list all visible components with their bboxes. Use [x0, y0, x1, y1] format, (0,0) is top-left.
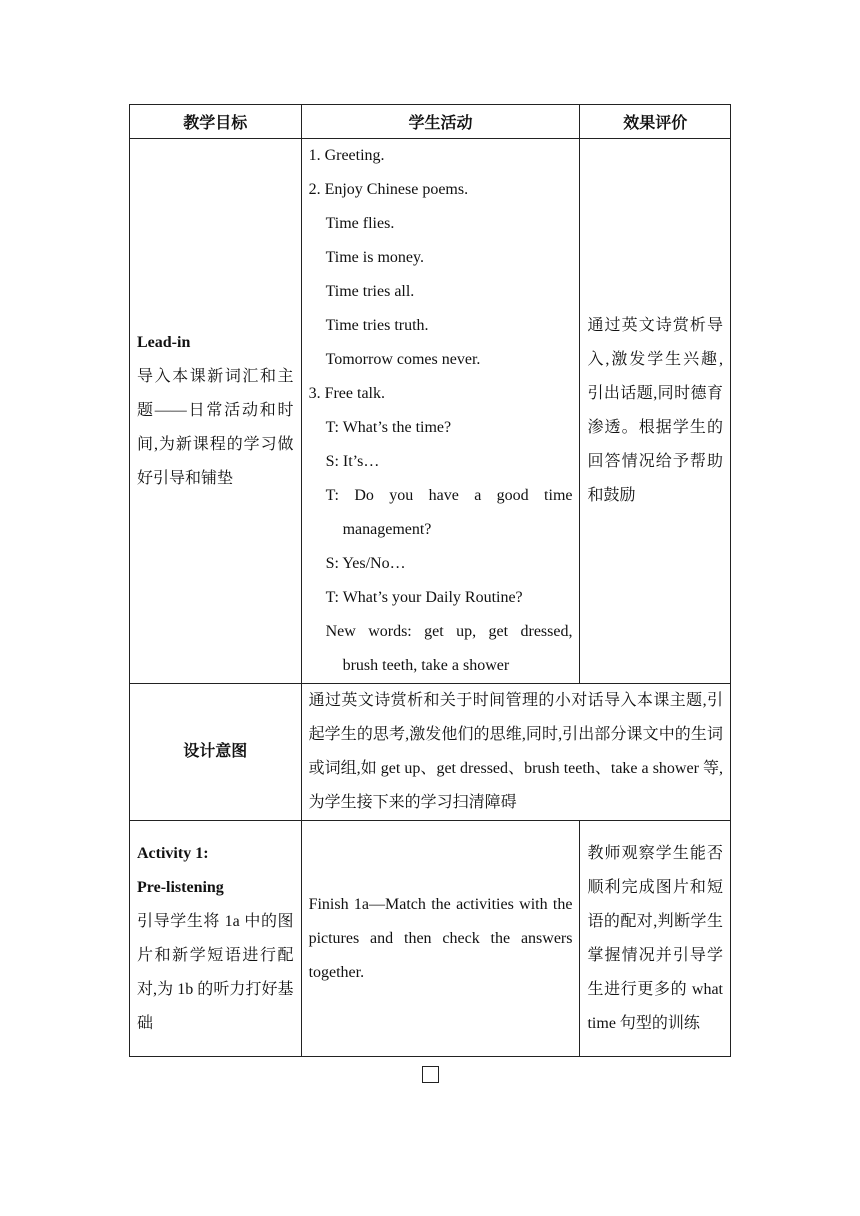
design-label: 设计意图 — [130, 684, 302, 821]
leadin-goal-cell — [130, 139, 302, 684]
activity1-activity: Finish 1a—Match the activities with the pictures and then check the answers together. — [301, 821, 580, 1057]
dialogue-line: S: It’s… — [325, 453, 380, 470]
activity1-subtitle: Pre-listening — [137, 878, 224, 896]
activity1-goal: 引导学生将 1a 中的图片和新学短语进行配对,为 1b 的听力打好基础 — [137, 912, 294, 1032]
leadin-goal: 导入本课新词汇和主题——日常活动和时间,为新课程的学习做好引导和铺垫 — [137, 368, 294, 487]
leadin-activities-cell — [301, 139, 580, 684]
activity-line: 1. Greeting. — [308, 147, 385, 164]
new-words-line: New words: get up, get dressed, — [325, 623, 573, 640]
leadin-title: Lead-in — [137, 334, 191, 351]
activity-line: 3. Free talk. — [308, 385, 385, 402]
poem-line: Time tries all. — [325, 283, 415, 300]
activity1-row — [130, 821, 731, 1057]
header-student-activity: 学生活动 — [301, 105, 580, 139]
dialogue-line: management? — [342, 521, 432, 538]
header-row — [130, 105, 731, 139]
checkbox-icon[interactable] — [422, 1066, 439, 1083]
activity1-title: Activity 1: — [137, 844, 209, 862]
leadin-evaluation: 通过英文诗赏析导入,激发学生兴趣,引出话题,同时德育渗透。根据学生的回答情况给予帮助和鼓励 — [580, 139, 731, 684]
activity1-evaluation: 教师观察学生能否顺利完成图片和短语的配对,判断学生掌握情况并引导学生进行更多的 what time 句型的训练 — [580, 821, 731, 1057]
header-teaching-goal: 教学目标 — [130, 105, 302, 139]
design-row — [130, 684, 731, 821]
dialogue-line: T: What’s your Daily Routine? — [325, 589, 523, 606]
poem-line: Time is money. — [325, 249, 424, 266]
poem-line: Time flies. — [325, 215, 395, 232]
design-text: 通过英文诗赏析和关于时间管理的小对话导入本课主题,引起学生的思考,激发他们的思维,同时,引出部分课文中的生词或词组,如 get up、get dressed、brush teeth、take a shower 等,为学生接下来的学习扫清障碍 — [301, 684, 730, 821]
activity1-goal-cell — [130, 821, 302, 1057]
poem-line: Time tries truth. — [325, 317, 429, 334]
poem-line: Tomorrow comes never. — [325, 351, 481, 368]
dialogue-line: T: What’s the time? — [325, 419, 452, 436]
header-evaluation: 效果评价 — [580, 105, 731, 139]
dialogue-line: T: Do you have a good time — [325, 487, 573, 504]
dialogue-line: S: Yes/No… — [325, 555, 406, 572]
lesson-plan-table — [129, 104, 731, 1057]
leadin-row — [130, 139, 731, 684]
new-words-line: brush teeth, take a shower — [342, 657, 510, 674]
activity-line: 2. Enjoy Chinese poems. — [308, 181, 469, 198]
